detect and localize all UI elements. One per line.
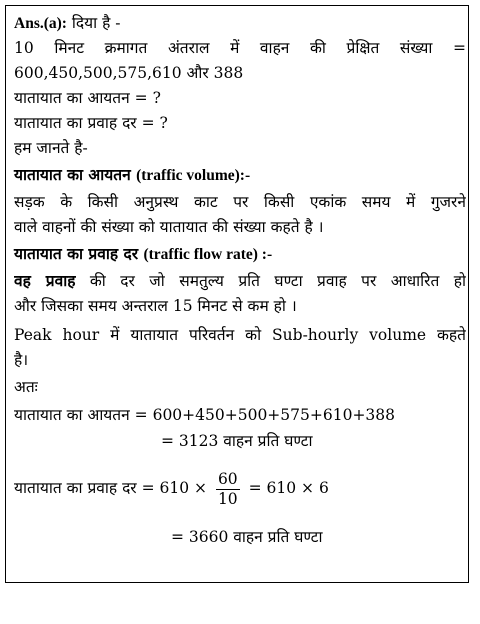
- volume-definition-line1: सड़क के किसी अनुप्रस्थ काट पर किसी एकांक समय में गुजरने: [14, 193, 466, 211]
- answer-label: Ans.(a):: [14, 15, 67, 32]
- find-volume: यातायात का आयतन = ?: [14, 89, 161, 107]
- volume-result: = 3123 वाहन प्रति घण्टा: [161, 432, 313, 450]
- heading-traffic-volume-en: (traffic volume):-: [136, 167, 251, 184]
- given-label: दिया है -: [71, 14, 121, 32]
- peak-hour-line1: Peak hour में यातायात परिवर्तन को Sub-hourly volume कहते: [14, 326, 466, 344]
- flow-definition-bold: वह प्रवाह: [14, 271, 76, 290]
- heading-flow-rate-en: (traffic flow rate) :-: [143, 246, 273, 263]
- find-flow-rate: यातायात का प्रवाह दर = ?: [14, 114, 168, 132]
- flow-rate-calculation: [14, 462, 329, 514]
- flow-rate-rhs: = 610 × 6: [248, 479, 329, 497]
- observation-statement: 10 मिनट क्रमागत अंतराल में वाहन की प्रेक्षित संख्या =: [14, 39, 466, 57]
- heading-traffic-volume-hi: यातायात का आयतन: [14, 165, 131, 184]
- flow-definition-line1: [14, 270, 466, 292]
- fraction-numerator: 60: [217, 469, 238, 488]
- observation-values: 600,450,500,575,610 और 388: [14, 64, 244, 82]
- heading-flow-rate-hi: यातायात का प्रवाह दर: [14, 244, 139, 263]
- fraction-denominator: 10: [217, 489, 238, 508]
- fraction-60-over-10: [216, 470, 240, 509]
- therefore-label: अतः: [14, 378, 38, 396]
- volume-definition-line2: वाले वाहनों की संख्या को यातायात की संख्या कहते है ।: [14, 218, 324, 236]
- heading-traffic-flow-rate: [14, 243, 272, 266]
- flow-definition-line2: और जिसका समय अन्तराल 15 मिनट से कम हो ।: [14, 297, 297, 315]
- answer-header-line: [14, 12, 120, 35]
- flow-definition-rest: की दर जो समतुल्य प्रति घण्टा प्रवाह पर आधारित हो: [89, 272, 466, 290]
- answer-box: [5, 5, 469, 583]
- flow-rate-lhs: यातायात का प्रवाह दर = 610 ×: [14, 479, 207, 497]
- flow-rate-result: = 3660 वाहन प्रति घण्टा: [171, 528, 323, 546]
- we-know: हम जानते है-: [14, 139, 88, 157]
- peak-hour-line2: है।: [14, 351, 29, 369]
- heading-traffic-volume: [14, 164, 250, 187]
- volume-calculation: यातायात का आयतन = 600+450+500+575+610+388: [14, 406, 396, 424]
